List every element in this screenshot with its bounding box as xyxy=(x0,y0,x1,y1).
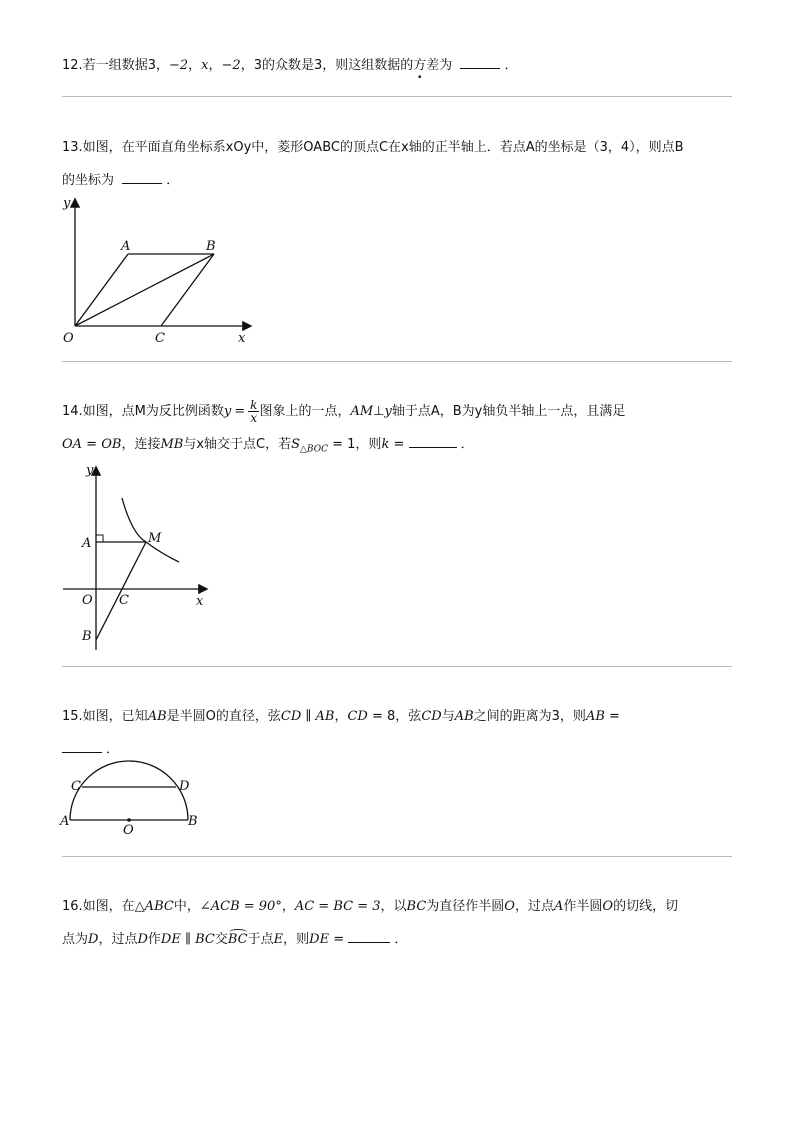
text: 与x轴交于点C，若 xyxy=(183,437,292,452)
text: 与 xyxy=(441,709,455,724)
math: −2 xyxy=(168,58,189,73)
arc-BC: BC xyxy=(227,932,248,947)
question-text: 13.如图，在平面直角坐标系xOy中，菱形OABC的顶点C在x轴的正半轴上．若点A的坐标是（3，4），则点B xyxy=(62,140,684,155)
text: 中， xyxy=(173,899,200,914)
label-C: C xyxy=(71,779,81,794)
text: 的坐标为 xyxy=(62,173,115,188)
text: 于点 xyxy=(247,932,274,947)
math: E xyxy=(273,932,284,947)
subscript: △BOC xyxy=(300,444,328,455)
divider xyxy=(62,361,732,362)
math: AM xyxy=(350,404,374,419)
label-B: B xyxy=(188,814,198,829)
semicircle-arc xyxy=(70,761,188,820)
divider xyxy=(62,666,732,667)
math: AB xyxy=(585,709,605,724)
text: = 8 xyxy=(367,709,396,724)
text: ， xyxy=(188,58,202,73)
math: y xyxy=(223,404,232,419)
text: 14.如图，点M为反比例函数 xyxy=(62,404,224,419)
question-13 xyxy=(62,139,684,157)
question-14 xyxy=(62,399,625,424)
math: D xyxy=(88,932,99,947)
math: MB xyxy=(160,437,184,452)
text: 交 xyxy=(214,932,228,947)
fraction-k-over-x xyxy=(248,399,259,424)
divider xyxy=(62,856,732,857)
text: 图象上的一点， xyxy=(259,404,351,419)
text: 16.如图，在 xyxy=(62,899,135,914)
text: ． xyxy=(106,742,120,757)
label-B: B xyxy=(82,629,92,644)
label-x: x xyxy=(238,331,246,346)
label-y: y xyxy=(63,196,71,211)
answer-blank[interactable] xyxy=(409,435,457,448)
math: AC = BC = 3 xyxy=(294,899,381,914)
text: = xyxy=(82,437,102,452)
text: ，弦 xyxy=(395,709,422,724)
question-16 xyxy=(62,898,678,916)
text: ． xyxy=(166,173,180,188)
text: ，以 xyxy=(380,899,407,914)
text: ，过点 xyxy=(514,899,554,914)
text: 之间的距离为3，则 xyxy=(473,709,586,724)
math: O xyxy=(602,899,614,914)
math: OB xyxy=(101,437,122,452)
hyperbola-curve xyxy=(122,498,179,562)
math: −2 xyxy=(221,58,241,73)
label-D: D xyxy=(179,779,190,794)
math: ∠ACB = 90° xyxy=(199,899,282,914)
question-16-line2 xyxy=(62,930,407,949)
label-B: B xyxy=(206,239,216,254)
math: = xyxy=(234,404,246,419)
text: ，3的众数是3，则这组数据的 xyxy=(240,58,414,73)
text: ，则 xyxy=(355,437,382,452)
label-x: x xyxy=(196,594,204,609)
math: S xyxy=(291,437,301,452)
text: ， xyxy=(281,899,295,914)
text: 为直径作半圆 xyxy=(426,899,505,914)
side-OA xyxy=(75,254,128,326)
perp-symbol: ⊥ xyxy=(373,404,385,419)
hyperbola-figure xyxy=(60,460,220,655)
label-A: A xyxy=(60,814,70,829)
math: k xyxy=(381,437,390,452)
math: AB xyxy=(147,709,167,724)
question-12 xyxy=(62,56,518,75)
text: 轴于点A，B为y轴负半轴上一点，且满足 xyxy=(391,404,626,419)
label-C: C xyxy=(119,593,129,608)
text: 点为 xyxy=(62,932,89,947)
answer-blank[interactable] xyxy=(62,740,102,753)
rhombus-figure xyxy=(55,190,265,350)
math: AB xyxy=(454,709,474,724)
label-A: A xyxy=(82,536,92,551)
math: x xyxy=(201,58,209,73)
diagonal-OB xyxy=(75,254,214,326)
text: ， xyxy=(208,58,222,73)
math: DE xyxy=(309,932,330,947)
text: 是半圆O的直径，弦 xyxy=(166,709,281,724)
math: DE ∥ BC xyxy=(160,932,215,947)
text: ，则 xyxy=(283,932,310,947)
math: y xyxy=(384,404,392,419)
math: D xyxy=(137,932,148,947)
text: = xyxy=(604,709,620,724)
text: 作半圆 xyxy=(563,899,603,914)
math: BC xyxy=(406,899,427,914)
math: CD ∥ AB xyxy=(280,709,335,724)
text: ． xyxy=(460,437,474,452)
math: OA xyxy=(62,437,83,452)
text: 作 xyxy=(147,932,161,947)
text: 若一组数据3， xyxy=(82,58,169,73)
text: = xyxy=(389,437,409,452)
text: = 1 xyxy=(327,437,356,452)
text: ，过点 xyxy=(98,932,138,947)
text: 的切线，切 xyxy=(613,899,679,914)
label-y: y xyxy=(86,463,94,478)
label-O: O xyxy=(123,823,134,838)
math: A xyxy=(553,899,564,914)
text: 15.如图，已知 xyxy=(62,709,148,724)
answer-blank[interactable] xyxy=(348,930,390,943)
question-15 xyxy=(62,708,620,726)
segment-MB xyxy=(96,542,146,640)
right-angle-mark xyxy=(96,535,103,542)
text: ，连接 xyxy=(121,437,161,452)
label-C: C xyxy=(155,331,165,346)
label-O: O xyxy=(82,593,93,608)
answer-blank[interactable] xyxy=(122,171,162,184)
text: 为 xyxy=(439,58,453,73)
label-O: O xyxy=(63,331,74,346)
center-point xyxy=(127,818,131,822)
label-A: A xyxy=(121,239,131,254)
question-14-line2 xyxy=(62,435,474,459)
math: CD xyxy=(347,709,368,724)
text: ， xyxy=(334,709,348,724)
math: △ABC xyxy=(134,899,174,914)
text: = xyxy=(329,932,349,947)
answer-blank[interactable] xyxy=(460,56,500,69)
denominator: x xyxy=(250,411,258,425)
math: O xyxy=(504,899,515,914)
numerator: k xyxy=(250,398,258,412)
question-number: 12. xyxy=(62,58,83,73)
semicircle-figure xyxy=(60,758,205,838)
side-BC xyxy=(161,254,214,326)
math: CD xyxy=(421,709,442,724)
emphasis-text: 方差 xyxy=(413,58,440,73)
text: ． xyxy=(394,932,408,947)
question-13-line2 xyxy=(62,171,179,190)
text: ． xyxy=(504,58,518,73)
divider xyxy=(62,96,732,97)
label-M: M xyxy=(148,531,162,546)
question-15-line2 xyxy=(62,740,119,759)
